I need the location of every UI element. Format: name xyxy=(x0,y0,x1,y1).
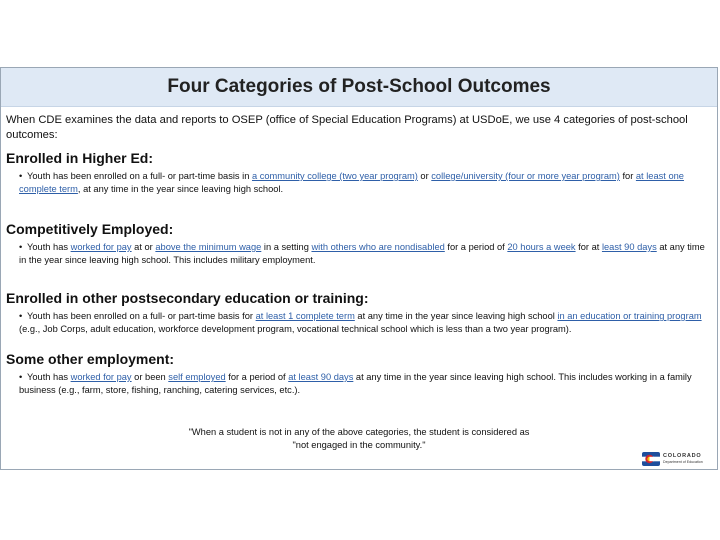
term-link[interactable]: least 90 days xyxy=(601,242,657,252)
footer-line-1: "When a student is not in any of the above categories, the student is considered as xyxy=(188,427,530,437)
term-link[interactable]: above the minimum wage xyxy=(155,242,262,252)
description-text: at any time in the year since leaving high school. This includes military employment. xyxy=(19,242,705,265)
bullet-icon: • xyxy=(19,242,23,252)
category-heading: Enrolled in Higher Ed: xyxy=(6,150,154,166)
description-text: , at any time in the year since leaving high school. xyxy=(77,184,284,194)
term-link[interactable]: at least 90 days xyxy=(288,372,354,382)
bullet-icon: • xyxy=(19,372,23,382)
term-link[interactable]: a community college (two year program) xyxy=(251,171,418,181)
description-text: Youth has xyxy=(27,242,71,252)
term-link[interactable]: in an education or training program xyxy=(557,311,702,321)
slide xyxy=(0,67,718,470)
description-text: for a period of xyxy=(444,242,508,252)
description-text: at any time in the year since leaving high school. This includes working in a family business (e.g., farm, store, fishing, ranching, catering services, etc.). xyxy=(19,372,692,395)
category-other-employment xyxy=(6,351,711,397)
title-bar xyxy=(1,68,717,107)
category-heading: Enrolled in other postsecondary education or training: xyxy=(6,290,369,306)
term-link[interactable]: 20 hours a week xyxy=(507,242,576,252)
description-text: Youth has been enrolled on a full- or part-time basis in xyxy=(27,171,252,181)
description-text: (e.g., Job Corps, adult education, workforce development program, vocational technical school which is less than a two year program). xyxy=(19,324,572,334)
term-link[interactable]: worked for pay xyxy=(70,242,132,252)
description-text: for a period of xyxy=(225,372,289,382)
bullet-icon: • xyxy=(19,171,23,181)
description-text: or xyxy=(417,171,432,181)
category-other-postsecondary xyxy=(6,290,711,336)
description-text: in a setting xyxy=(261,242,312,252)
category-higher-ed xyxy=(6,150,711,196)
description-text: Youth has xyxy=(27,372,71,382)
term-link[interactable]: at least one complete term xyxy=(19,171,684,194)
description-text: at any time in the year since leaving high school xyxy=(354,311,558,321)
logo-subtitle: Department of Education xyxy=(663,460,703,464)
bullet-icon: • xyxy=(19,311,23,321)
content xyxy=(6,113,711,395)
footer-line-2: "not engaged in the community." xyxy=(292,440,426,450)
page-title: Four Categories of Post-School Outcomes xyxy=(167,76,551,97)
term-link[interactable]: worked for pay xyxy=(70,372,132,382)
category-description xyxy=(19,371,711,397)
category-description xyxy=(19,310,711,336)
description-text: or been xyxy=(131,372,169,382)
category-description xyxy=(19,241,711,267)
colorado-logo xyxy=(642,452,710,466)
colorado-flag-icon xyxy=(642,452,660,466)
term-link[interactable]: self employed xyxy=(168,372,226,382)
category-competitively-employed xyxy=(6,221,711,267)
category-heading: Competitively Employed: xyxy=(6,221,174,237)
description-text: for at xyxy=(575,242,602,252)
description-text: Youth has been enrolled on a full- or part-time basis for xyxy=(27,311,256,321)
term-link[interactable]: with others who are nondisabled xyxy=(311,242,445,252)
intro-text: When CDE examines the data and reports to OSEP (office of Special Education Programs) at USDoE, we use 4 categories of post-school outcomes: xyxy=(6,114,688,141)
term-link[interactable]: college/university (four or more year program) xyxy=(431,171,620,181)
category-description xyxy=(19,170,711,196)
footer-quote xyxy=(1,426,717,452)
category-heading: Some other employment: xyxy=(6,351,175,367)
logo-name: COLORADO xyxy=(663,453,702,459)
term-link[interactable]: at least 1 complete term xyxy=(255,311,355,321)
description-text: at or xyxy=(131,242,156,252)
description-text: for xyxy=(619,171,636,181)
